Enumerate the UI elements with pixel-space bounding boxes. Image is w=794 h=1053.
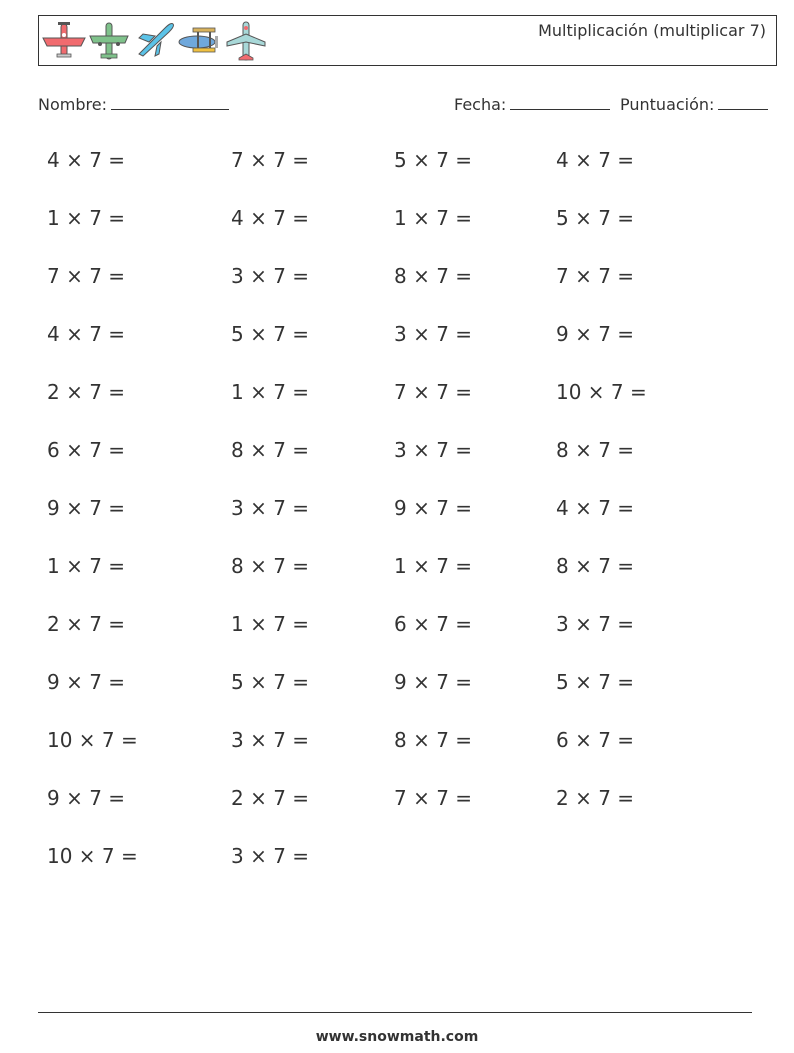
multiplication-problem: 4 × 7 = [47, 148, 126, 172]
biplane-icon [177, 20, 223, 60]
multiplication-problem: 7 × 7 = [231, 148, 310, 172]
multiplication-problem: 1 × 7 = [394, 554, 473, 578]
name-line [111, 93, 229, 110]
multiplication-problem: 5 × 7 = [556, 670, 635, 694]
multiplication-problem: 3 × 7 = [231, 728, 310, 752]
date-field[interactable] [454, 93, 610, 114]
multiplication-problem: 8 × 7 = [231, 554, 310, 578]
multiplication-problem: 8 × 7 = [394, 264, 473, 288]
multiplication-problem: 5 × 7 = [231, 670, 310, 694]
multiplication-problem: 3 × 7 = [231, 844, 310, 868]
multiplication-problem: 1 × 7 = [47, 206, 126, 230]
multiplication-problem: 3 × 7 = [394, 438, 473, 462]
multiplication-problem: 3 × 7 = [556, 612, 635, 636]
multiplication-problem: 7 × 7 = [394, 380, 473, 404]
multiplication-problem: 4 × 7 = [231, 206, 310, 230]
multiplication-problem: 7 × 7 = [394, 786, 473, 810]
multiplication-problem: 1 × 7 = [231, 380, 310, 404]
multiplication-problem: 3 × 7 = [231, 496, 310, 520]
multiplication-problem: 6 × 7 = [556, 728, 635, 752]
multiplication-problem: 8 × 7 = [556, 438, 635, 462]
passenger-plane-icon [225, 20, 267, 62]
multiplication-problem: 1 × 7 = [47, 554, 126, 578]
multiplication-problem: 4 × 7 = [47, 322, 126, 346]
multiplication-problem: 2 × 7 = [47, 380, 126, 404]
multiplication-problem: 2 × 7 = [47, 612, 126, 636]
date-line [510, 93, 610, 110]
footer-website: www.snowmath.com [315, 1029, 479, 1045]
multiplication-problem: 2 × 7 = [556, 786, 635, 810]
multiplication-problem: 7 × 7 = [47, 264, 126, 288]
multiplication-problem: 8 × 7 = [394, 728, 473, 752]
score-label: Puntuación: [620, 95, 715, 114]
name-field[interactable] [38, 93, 229, 114]
multiplication-problem: 5 × 7 = [231, 322, 310, 346]
blue-jet-icon [135, 20, 175, 60]
multiplication-problem: 10 × 7 = [47, 728, 138, 752]
name-label: Nombre: [38, 95, 107, 114]
multiplication-problem: 9 × 7 = [47, 496, 126, 520]
multiplication-problem: 9 × 7 = [47, 786, 126, 810]
score-line [718, 93, 768, 110]
multiplication-problem: 1 × 7 = [231, 612, 310, 636]
multiplication-problem: 4 × 7 = [556, 496, 635, 520]
multiplication-problem: 10 × 7 = [556, 380, 647, 404]
multiplication-problem: 6 × 7 = [394, 612, 473, 636]
header-box [38, 15, 777, 66]
multiplication-problem: 8 × 7 = [556, 554, 635, 578]
multiplication-problem: 3 × 7 = [231, 264, 310, 288]
multiplication-problem: 8 × 7 = [231, 438, 310, 462]
multiplication-problem: 1 × 7 = [394, 206, 473, 230]
red-airplane-icon [41, 20, 87, 60]
footer-divider [38, 1012, 752, 1013]
multiplication-problem: 5 × 7 = [556, 206, 635, 230]
multiplication-problem: 4 × 7 = [556, 148, 635, 172]
multiplication-problem: 3 × 7 = [394, 322, 473, 346]
multiplication-problem: 9 × 7 = [47, 670, 126, 694]
multiplication-problem: 10 × 7 = [47, 844, 138, 868]
score-field[interactable] [620, 93, 768, 114]
multiplication-problem: 9 × 7 = [394, 496, 473, 520]
multiplication-problem: 2 × 7 = [231, 786, 310, 810]
worksheet-title: Multiplicación (multiplicar 7) [538, 21, 766, 40]
multiplication-problem: 9 × 7 = [394, 670, 473, 694]
date-label: Fecha: [454, 95, 507, 114]
multiplication-problem: 6 × 7 = [47, 438, 126, 462]
multiplication-problem: 7 × 7 = [556, 264, 635, 288]
multiplication-problem: 5 × 7 = [394, 148, 473, 172]
multiplication-problem: 9 × 7 = [556, 322, 635, 346]
green-airplane-icon [89, 20, 129, 62]
